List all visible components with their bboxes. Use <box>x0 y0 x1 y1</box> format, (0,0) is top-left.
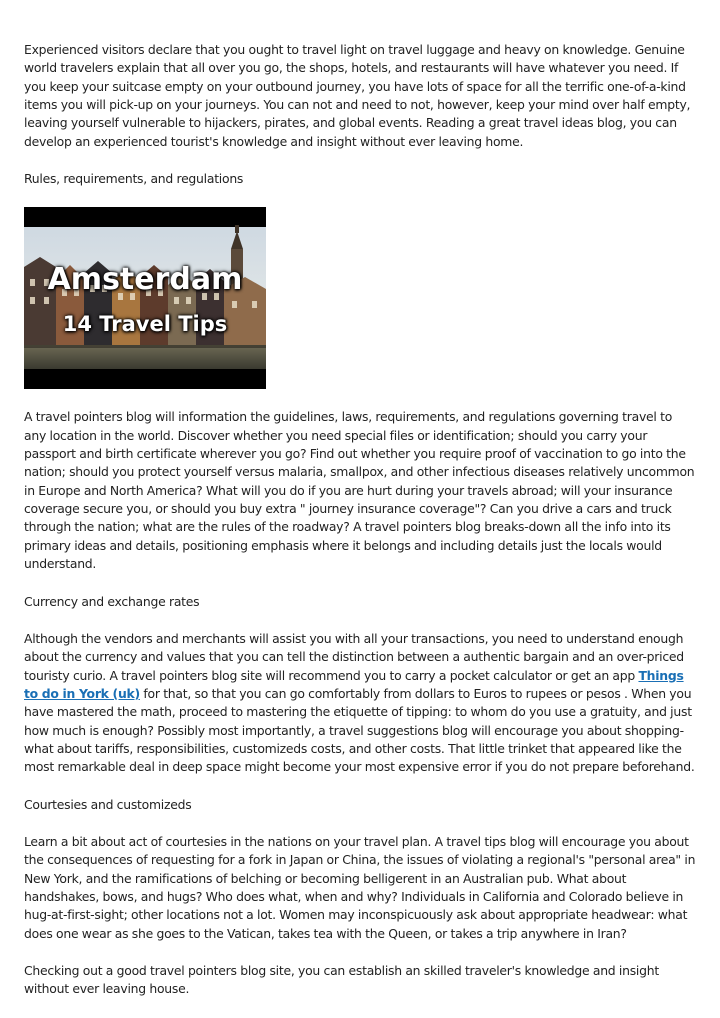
currency-text-before-link: Although the vendors and merchants will assist you with all your transactions, you need to understand enough about the currency and values that you can tell the distinction between a authentic bargain and an over-priced touristy curio. A travel pointers blog site will recommend you to carry a pocket calculator or get an app <box>24 630 684 683</box>
intro-paragraph: Experienced visitors declare that you ought to travel light on travel luggage and heavy on knowledge. Genuine world travelers explain that all over you go, the shops, hotels, and restaurants will have whatever you need. If you keep your suitcase empty on your outbound journey, you have lots of space for all the terrific one-of-a-kind items you will pick-up on your journeys. You can not and need to not, however, keep your mind over half empty, leaving yourself vulnerable to hijackers, pirates, and global events. Reading a great travel ideas blog, you can develop an experienced tourist's knowledge and insight without ever leaving home. <box>24 42 691 149</box>
currency-text-after-link: for that, so that you can go comfortably from dollars to Euros to rupees or pesos . When you have mastered the math, proceed to mastering the etiquette of tipping: to whom do you use a gratuity, and just how much is enough? Possibly most importantly, a travel suggestions blog will encourage you about shopping-what about tariffs, responsibilities, customizeds costs, and other costs. That little trinket that appeared like the most remarkable deal in deep space might become your most expensive error if you do not prepare beforehand. <box>24 685 695 775</box>
closing-paragraph: Checking out a good travel pointers blog site, you can establish an skilled traveler's knowledge and insight without ever leaving house. <box>24 963 659 997</box>
things-to-do-in-york-link[interactable]: Things to do in York (uk) <box>24 667 684 701</box>
amsterdam-video-thumbnail[interactable] <box>24 207 266 389</box>
section-heading-rules: Rules, requirements, and regulations <box>24 171 244 187</box>
section-heading-courtesies: Courtesies and customizeds <box>24 796 192 812</box>
thumbnail-subtitle: 14 Travel Tips <box>62 312 228 337</box>
currency-paragraph <box>24 630 696 777</box>
article <box>24 41 696 1018</box>
courtesies-paragraph: Learn a bit about act of courtesies in the nations on your travel plan. A travel tips blog will encourage you about the consequences of requesting for a fork in Japan or China, the issues of violating a regional's "personal area" in New York, and the ramifications of belching or becoming belligerent in an Australian pub. What about handshakes, bows, and hugs? Who does what, when and why? Individuals in California and Colorado believe in hug-at-first-sight; other locations not a lot. Women may inconspicuously ask about appropriate headwear: what does one wear as she goes to the Vatican, takes tea with the Queen, or takes a trip anywhere in Iran? <box>24 833 696 941</box>
section-heading-currency: Currency and exchange rates <box>24 593 200 609</box>
rules-paragraph: A travel pointers blog will information the guidelines, laws, requirements, and regulations governing travel to any location in the world. Discover whether you need special files or identification; should you carry your passport and birth certificate wherever you go? Find out whether you require proof of vaccination to go into the nation; should you protect yourself versus malaria, smallpox, and other infectious diseases relatively uncommon in Europe and North America? What will you do if you are hurt during your travels abroad; will your insurance coverage secure you, or should you buy extra " journey insurance coverage"? Can you drive a cars and truck through the nation; what are the rules of the roadway? A travel pointers blog breaks-down all the info into its primary ideas and details, positioning emphasis where it belongs and including details just the locals would understand. <box>24 409 695 572</box>
amsterdam-canal-houses-picture <box>24 207 266 389</box>
thumbnail-title: Amsterdam <box>47 262 243 298</box>
